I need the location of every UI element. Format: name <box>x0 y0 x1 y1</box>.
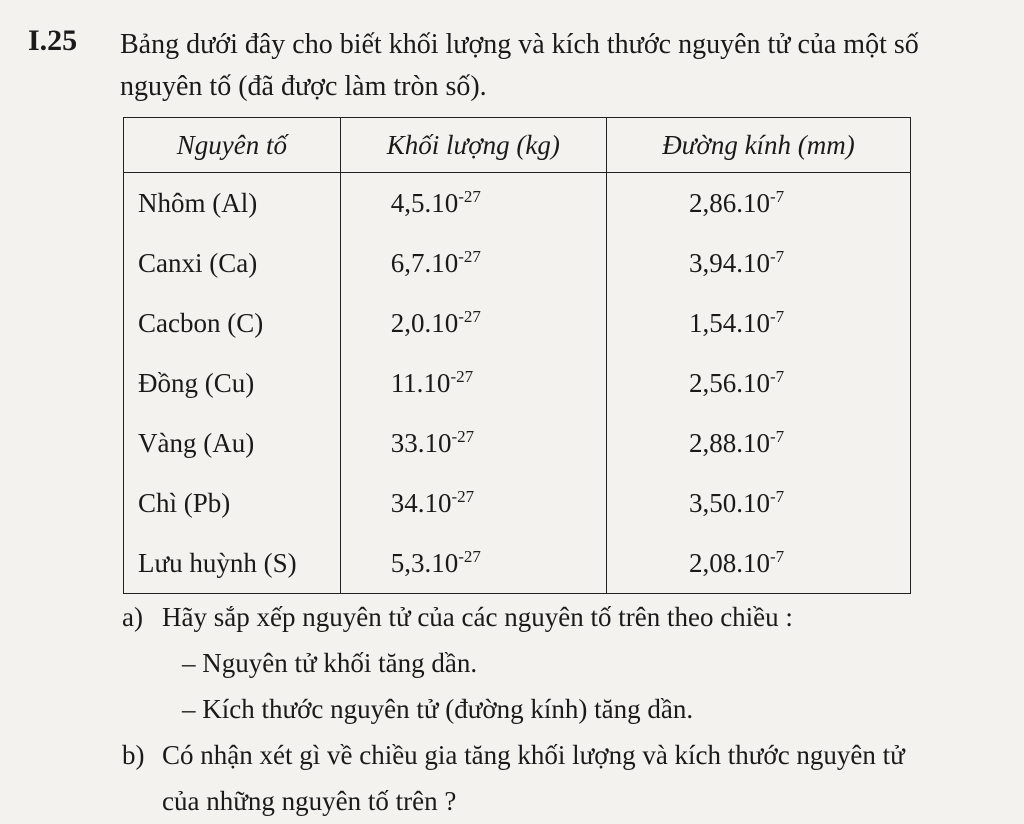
diameter-exponent: -7 <box>769 247 785 266</box>
mass-cell <box>340 173 606 234</box>
mass-cell <box>340 473 606 533</box>
question-a-item-2: – Kích thước nguyên tử (đường kính) tăng dần. <box>182 694 694 724</box>
mass-cell <box>340 413 606 473</box>
mass-cell <box>340 353 606 413</box>
element-name-cell: Nhôm (Al) <box>124 173 341 234</box>
mass-value: 4,5.10 <box>390 188 459 218</box>
diameter-value: 2,08.10 <box>688 548 770 578</box>
table-row <box>124 413 911 473</box>
question-b-text: Có nhận xét gì về chiều gia tăng khối lượng và kích thước nguyên tử <box>162 740 905 770</box>
diameter-exponent: -7 <box>769 487 785 506</box>
mass-value: 6,7.10 <box>390 248 459 278</box>
mass-value: 11.10 <box>390 368 451 398</box>
mass-exponent: -27 <box>451 487 475 506</box>
mass-value: 5,3.10 <box>390 548 459 578</box>
question-b <box>122 732 1022 778</box>
table-header-row <box>124 118 911 173</box>
diameter-value: 1,54.10 <box>688 308 770 338</box>
mass-cell <box>340 293 606 353</box>
diameter-cell <box>606 353 910 413</box>
table-row <box>124 353 911 413</box>
diameter-value: 2,56.10 <box>688 368 770 398</box>
question-a <box>122 594 1022 640</box>
mass-exponent: -27 <box>451 427 475 446</box>
diameter-cell <box>606 533 910 594</box>
diameter-cell <box>606 473 910 533</box>
mass-exponent: -27 <box>458 247 481 266</box>
header-element: Nguyên tố <box>124 118 341 173</box>
element-data-table <box>123 117 911 594</box>
header-mass: Khối lượng (kg) <box>340 118 606 173</box>
questions <box>122 594 1022 824</box>
element-name-cell: Đồng (Cu) <box>124 353 341 413</box>
table-row <box>124 293 911 353</box>
diameter-exponent: -7 <box>769 547 785 566</box>
element-name-cell: Canxi (Ca) <box>124 233 341 293</box>
question-a-label: a) <box>122 602 143 632</box>
mass-value: 34.10 <box>390 488 452 518</box>
element-name-cell: Cacbon (C) <box>124 293 341 353</box>
element-name-cell: Vàng (Au) <box>124 413 341 473</box>
mass-cell <box>340 233 606 293</box>
table-row <box>124 233 911 293</box>
question-a-text: Hãy sắp xếp nguyên tử của các nguyên tố trên theo chiều : <box>162 602 793 632</box>
question-a-item-1: – Nguyên tử khối tăng dần. <box>182 648 478 678</box>
diameter-exponent: -7 <box>769 307 785 326</box>
diameter-value: 2,88.10 <box>688 428 770 458</box>
element-name-cell: Chì (Pb) <box>124 473 341 533</box>
question-b-text-cont: của những nguyên tố trên ? <box>162 786 457 816</box>
question-b-label: b) <box>122 740 145 770</box>
table-row <box>124 533 911 594</box>
diameter-value: 3,94.10 <box>688 248 770 278</box>
diameter-cell <box>606 173 910 234</box>
mass-exponent: -27 <box>458 307 481 326</box>
element-name-cell: Lưu huỳnh (S) <box>124 533 341 594</box>
table-row <box>124 173 911 234</box>
table-row <box>124 473 911 533</box>
intro-line-1: Bảng dưới đây cho biết khối lượng và kích thước nguyên tử của một số <box>120 29 919 60</box>
mass-value: 2,0.10 <box>390 308 459 338</box>
diameter-exponent: -7 <box>769 427 785 446</box>
problem-number: I.25 <box>28 24 78 57</box>
diameter-cell <box>606 413 910 473</box>
problem-intro <box>120 24 1020 108</box>
diameter-exponent: -7 <box>769 367 785 386</box>
diameter-cell <box>606 293 910 353</box>
mass-cell <box>340 533 606 594</box>
header-diameter: Đường kính (mm) <box>606 118 910 173</box>
mass-exponent: -27 <box>450 367 474 386</box>
mass-exponent: -27 <box>458 547 481 566</box>
intro-line-2: nguyên tố (đã được làm tròn số). <box>120 71 487 102</box>
diameter-exponent: -7 <box>769 187 785 206</box>
mass-value: 33.10 <box>390 428 452 458</box>
diameter-value: 2,86.10 <box>688 188 770 218</box>
mass-exponent: -27 <box>458 187 481 206</box>
diameter-cell <box>606 233 910 293</box>
diameter-value: 3,50.10 <box>688 488 770 518</box>
cropped-previous-line <box>0 0 1024 6</box>
